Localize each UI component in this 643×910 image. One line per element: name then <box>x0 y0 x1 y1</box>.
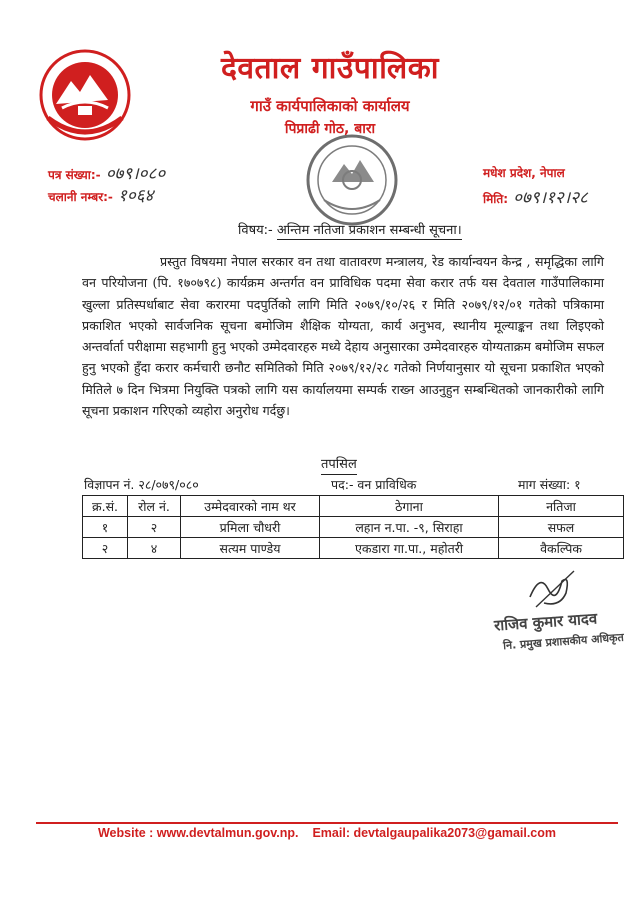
dispatch-value: १०६४ <box>118 186 154 206</box>
cell-result: सफल <box>499 517 624 538</box>
col-address: ठेगाना <box>320 496 499 517</box>
date-label: मिति: <box>483 192 509 206</box>
cell-serial: २ <box>83 538 128 559</box>
col-candidate-name: उम्मेदवारको नाम थर <box>181 496 320 517</box>
notice-body-text: प्रस्तुत विषयमा नेपाल सरकार वन तथा वातावरण मन्त्रालय, रेड कार्यान्वयन केन्द्र , समृद्धिका लागि वन परियोजना (पि. १७०७९८) कार्यक्रम अन्तर्गत वन प्राविधिक पदमा सेवा करार तर्फ यस देवताल गाउँपालिकामा खुल्ला प्रतिस्पर्धाबाट सेवा करारमा पदपुर्तिको लागि मिति २०७९/१०/२६ र मिति २०७९/१२/०१ गतेको पत्रिकामा प्रकाशित भएको सार्वजनिक सूचना बमोजिम शैक्षिक योग्यता, कार्य अनुभव, स्थानीय मूल्याङ्कन तथा लिइएको अन्तर्वार्ता परीक्षामा सहभागी हुनु भएको उम्मेदवारहरु मध्ये देहाय अनुसारका उम्मेदवारहरु योग्यताक्रम बमोजिम सफल हुनु भएको हुँदा करार कर्मचारी छनौट समितिको मिति २०७९/१२/२८ गतेको निर्णयानुसार यो सूचना प्रकाशित भएको मितिले ७ दिन भित्रमा नियुक्ति पत्रको लागि यस कार्यालयमा सम्पर्क राख्न आउनुहुन सम्बन्धितको जानकारीको लागि सूचना प्रकाशन गरिएको व्यहोरा अनुरोध गर्दछु। <box>82 254 604 419</box>
handwritten-signature-icon <box>522 567 582 615</box>
reference-number <box>48 161 165 184</box>
footer-website: Website : www.devtalmun.gov.np. <box>97 826 299 840</box>
dispatch-number <box>48 183 153 206</box>
cell-address: एकडारा गा.पा., महोतरी <box>320 538 499 559</box>
advertisement-number: विज्ञापन नं. २८/०७९/०८० <box>84 477 199 492</box>
post-name: पद:- वन प्राविधिक <box>331 477 417 492</box>
reference-value: ०७९।०८० <box>105 164 166 184</box>
cell-serial: १ <box>83 517 128 538</box>
subject-text: अन्तिम नतिजा प्रकाशन सम्बन्धी सूचना। <box>276 223 462 238</box>
office-address: पिप्राढी गोठ, बारा <box>284 121 376 137</box>
cell-roll: २ <box>128 517 181 538</box>
footer-divider <box>36 822 618 824</box>
cell-candidate-name: सत्यम पाण्डेय <box>181 538 320 559</box>
date-value: ०७९।१२।२८ <box>513 188 588 208</box>
office-subtitle: गाउँ कार्यपालिकाको कार्यालय <box>250 97 410 115</box>
footer-email: Email: devtalgaupalika2073@gamail.com <box>312 826 557 840</box>
dispatch-label: चलानी नम्बर:- <box>48 190 113 204</box>
subject-label: विषय:- <box>238 223 273 238</box>
state-name: मधेश प्रदेश, नेपाल <box>483 166 565 180</box>
office-seal-icon <box>302 130 402 230</box>
notice-body <box>82 251 604 421</box>
col-result: नतिजा <box>499 496 624 517</box>
demand-count: माग संख्या: १ <box>518 477 581 492</box>
cell-address: लहान न.पा. -९, सिराहा <box>320 517 499 538</box>
signatory-title: नि. प्रमुख प्रशासकीय अधिकृत <box>502 630 625 653</box>
table-row <box>83 538 624 559</box>
reference-label: पत्र संख्या:- <box>48 168 101 182</box>
table-row <box>83 517 624 538</box>
col-serial: क्र.सं. <box>83 496 128 517</box>
signatory-name: राजिव कुमार यादव <box>493 609 598 635</box>
office-name: देवताल गाउँपालिका <box>220 51 440 86</box>
letter-date <box>483 185 588 208</box>
cell-candidate-name: प्रमिला चौधरी <box>181 517 320 538</box>
municipality-emblem-icon <box>38 48 132 142</box>
results-table <box>82 495 624 559</box>
details-heading: तपसिल <box>321 456 357 475</box>
col-roll: रोल नं. <box>128 496 181 517</box>
footer-contact <box>36 826 618 840</box>
table-header-row <box>83 496 624 517</box>
subject-line <box>238 220 462 238</box>
cell-roll: ४ <box>128 538 181 559</box>
cell-result: वैकल्पिक <box>499 538 624 559</box>
